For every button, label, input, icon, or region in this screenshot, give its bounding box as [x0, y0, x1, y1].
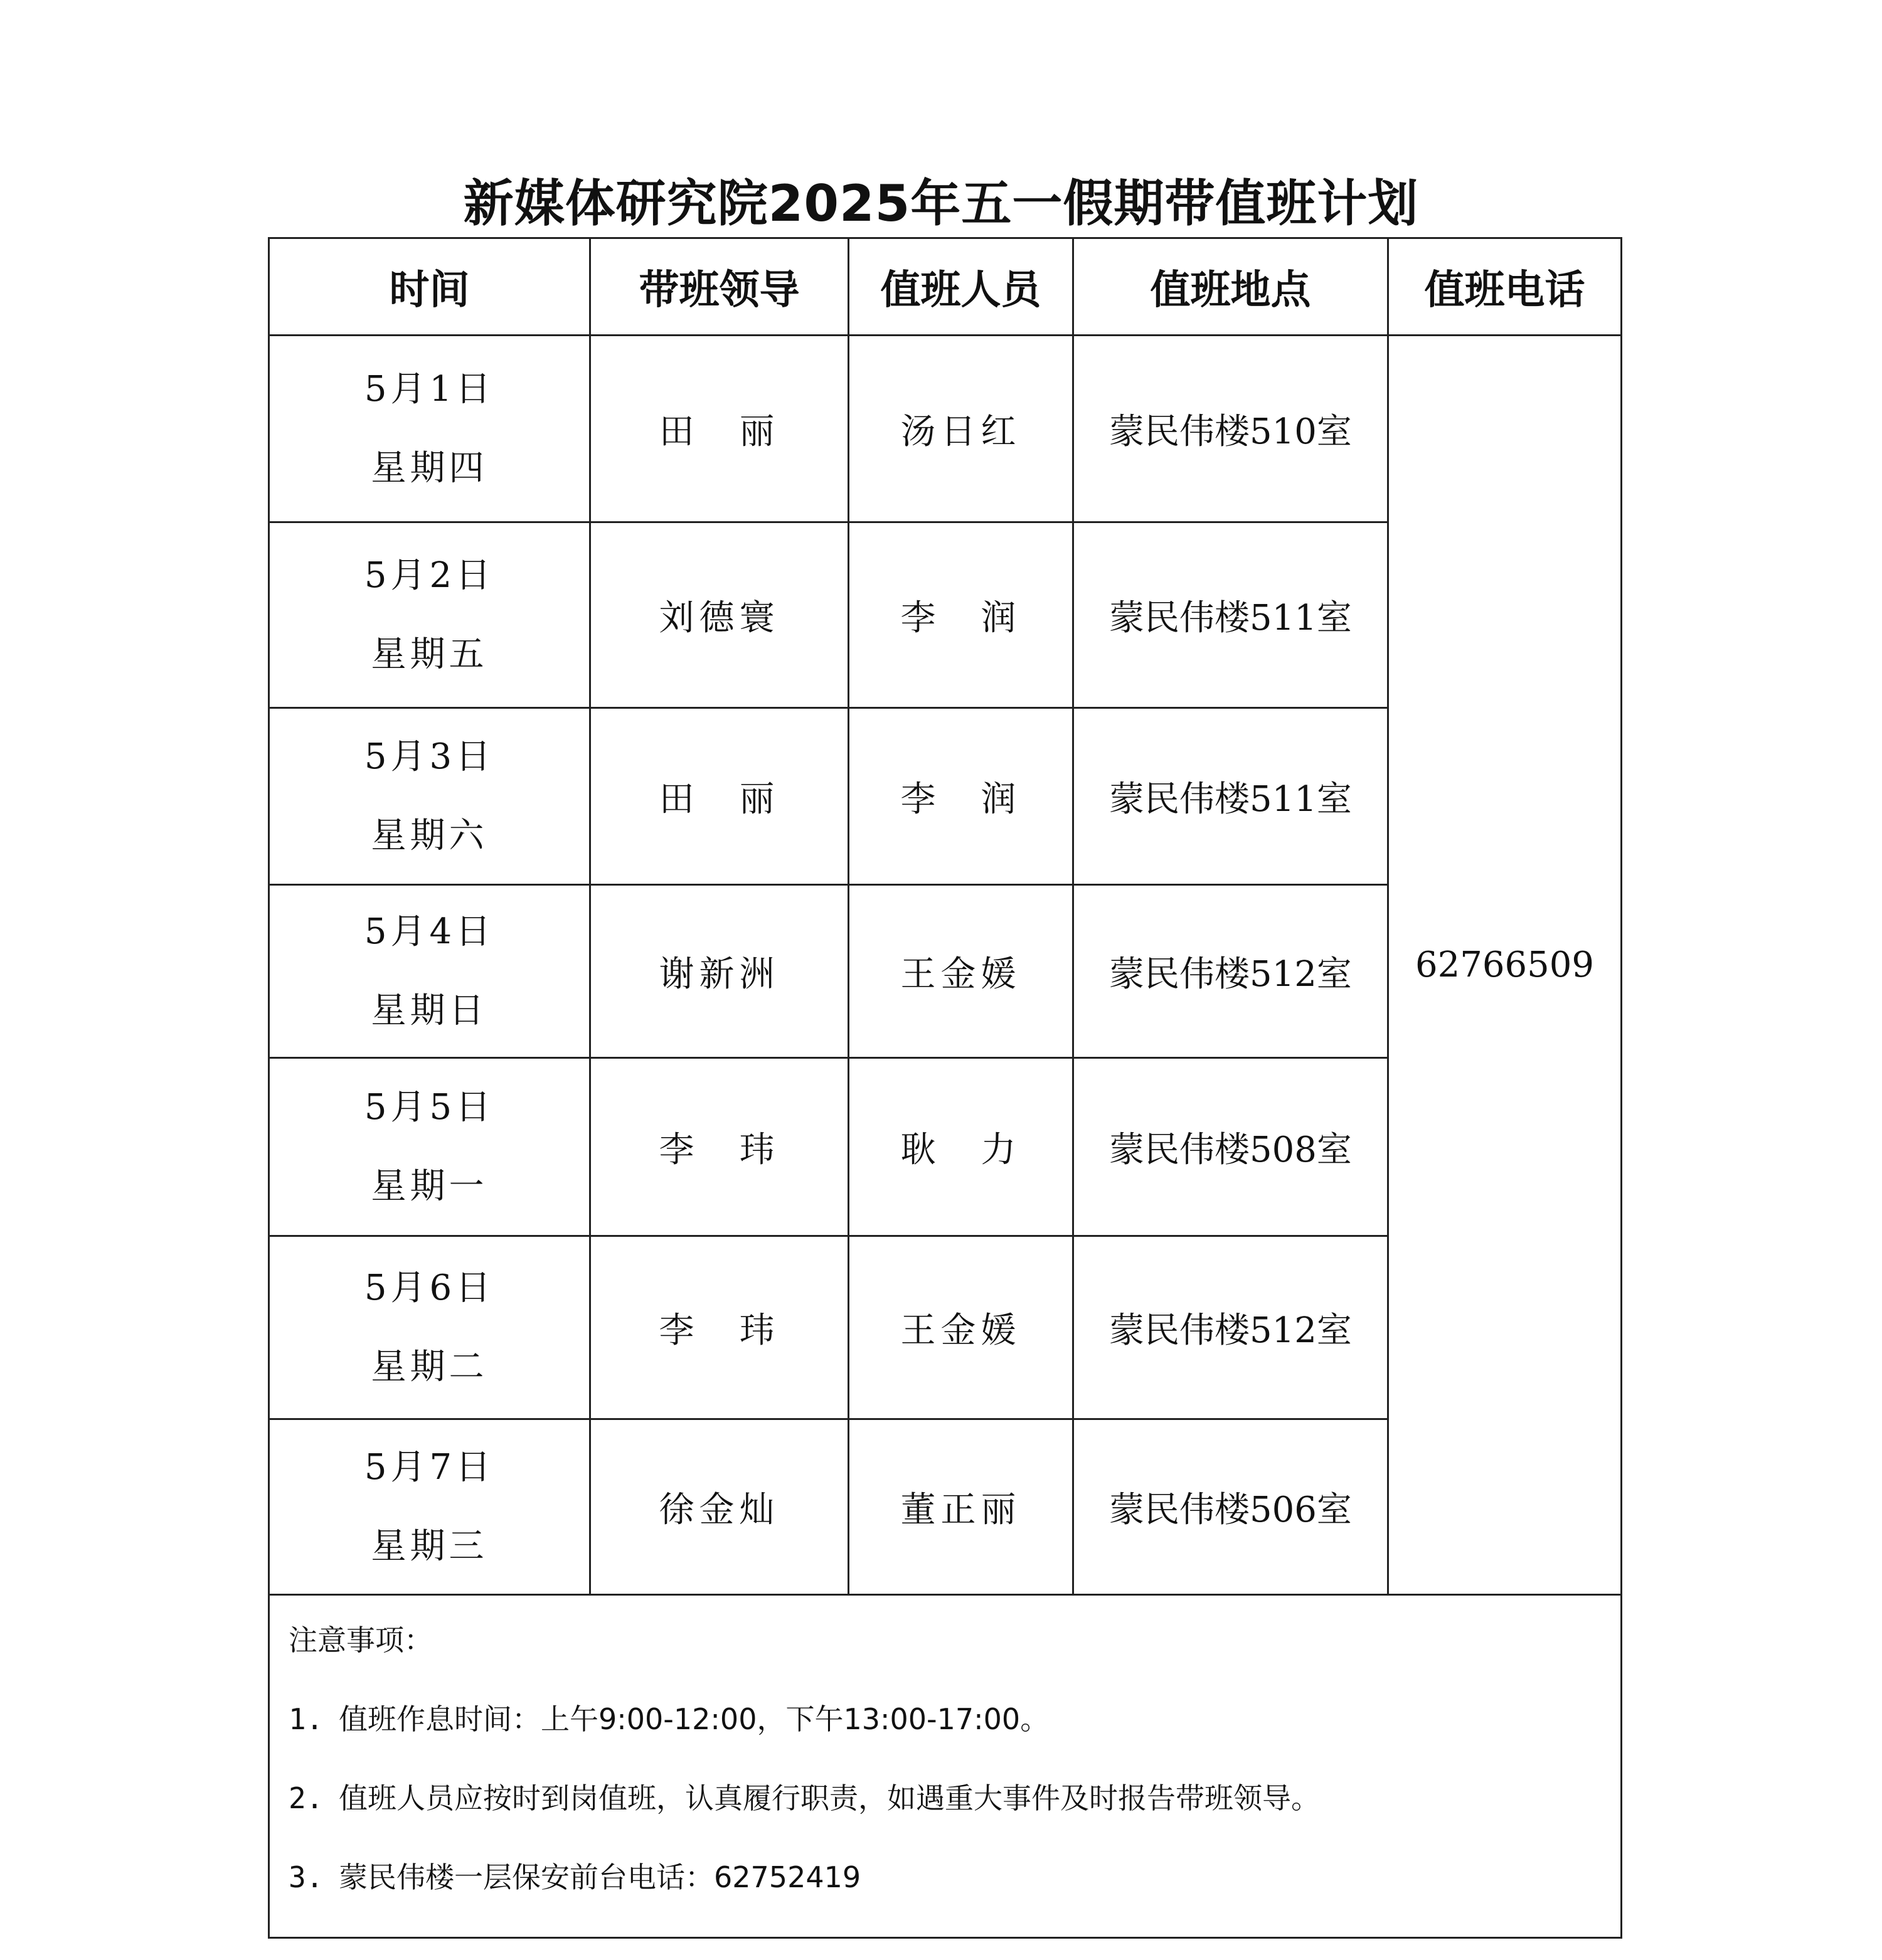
notes-cell [269, 1595, 1622, 1938]
date-text: 5月5日 [364, 1086, 495, 1128]
date-cell [269, 1419, 590, 1595]
staff-cell: 王金媛 [849, 1236, 1073, 1419]
duty-schedule-table [268, 237, 1622, 1939]
note-text: 值班作息时间：上午9:00-12:00，下午13:00-17:00。 [339, 1702, 1050, 1736]
leader-cell: 刘德寰 [590, 522, 849, 708]
date-text: 5月3日 [364, 736, 495, 777]
date-text: 5月1日 [364, 368, 495, 410]
phone-cell: 62766509 [1388, 336, 1622, 1595]
notes-heading: 注意事项： [289, 1623, 433, 1657]
weekday-text: 星期日 [371, 990, 488, 1031]
location-cell: 蒙民伟楼511室 [1073, 522, 1388, 708]
leader-cell: 徐金灿 [590, 1419, 849, 1595]
note-item [289, 1700, 1620, 1779]
header-time: 时间 [269, 238, 590, 336]
header-phone: 值班电话 [1388, 238, 1622, 336]
staff-cell: 汤日红 [849, 336, 1073, 522]
header-location: 值班地点 [1073, 238, 1388, 336]
weekday-text: 星期四 [371, 447, 488, 489]
location-cell: 蒙民伟楼511室 [1073, 708, 1388, 885]
header-staff: 值班人员 [849, 238, 1073, 336]
note-number: 3. [289, 1860, 324, 1894]
date-cell [269, 522, 590, 708]
date-cell [269, 1058, 590, 1236]
staff-cell: 李 润 [849, 522, 1073, 708]
date-text: 5月6日 [364, 1267, 495, 1308]
date-cell [269, 885, 590, 1058]
weekday-text: 星期二 [371, 1346, 488, 1387]
date-cell [269, 1236, 590, 1419]
location-cell: 蒙民伟楼506室 [1073, 1419, 1388, 1595]
weekday-text: 星期五 [371, 633, 488, 675]
staff-cell: 耿 力 [849, 1058, 1073, 1236]
date-text: 5月2日 [364, 554, 495, 596]
notes-row [269, 1595, 1622, 1938]
leader-cell: 李 玮 [590, 1058, 849, 1236]
location-cell: 蒙民伟楼512室 [1073, 885, 1388, 1058]
staff-cell: 董正丽 [849, 1419, 1073, 1595]
header-leader: 带班领导 [590, 238, 849, 336]
leader-cell: 李 玮 [590, 1236, 849, 1419]
date-text: 5月7日 [364, 1446, 495, 1488]
date-text: 5月4日 [364, 911, 495, 952]
leader-cell: 谢新洲 [590, 885, 849, 1058]
staff-cell: 李 润 [849, 708, 1073, 885]
location-cell: 蒙民伟楼508室 [1073, 1058, 1388, 1236]
leader-cell: 田 丽 [590, 336, 849, 522]
note-item [289, 1858, 1620, 1937]
location-cell: 蒙民伟楼510室 [1073, 336, 1388, 522]
note-text: 蒙民伟楼一层保安前台电话：62752419 [339, 1860, 861, 1894]
date-cell [269, 336, 590, 522]
note-text: 值班人员应按时到岗值班，认真履行职责，如遇重大事件及时报告带班领导。 [339, 1781, 1320, 1815]
table-header-row [269, 238, 1622, 336]
note-number: 2. [289, 1781, 324, 1815]
table-row [269, 336, 1622, 522]
note-number: 1. [289, 1702, 324, 1736]
weekday-text: 星期一 [371, 1165, 488, 1207]
weekday-text: 星期六 [371, 815, 488, 856]
note-item [289, 1779, 1620, 1858]
document-title: 新媒体研究院2025年五一假期带值班计划 [463, 174, 1419, 233]
leader-cell: 田 丽 [590, 708, 849, 885]
date-cell [269, 708, 590, 885]
location-cell: 蒙民伟楼512室 [1073, 1236, 1388, 1419]
staff-cell: 王金媛 [849, 885, 1073, 1058]
weekday-text: 星期三 [371, 1525, 488, 1567]
